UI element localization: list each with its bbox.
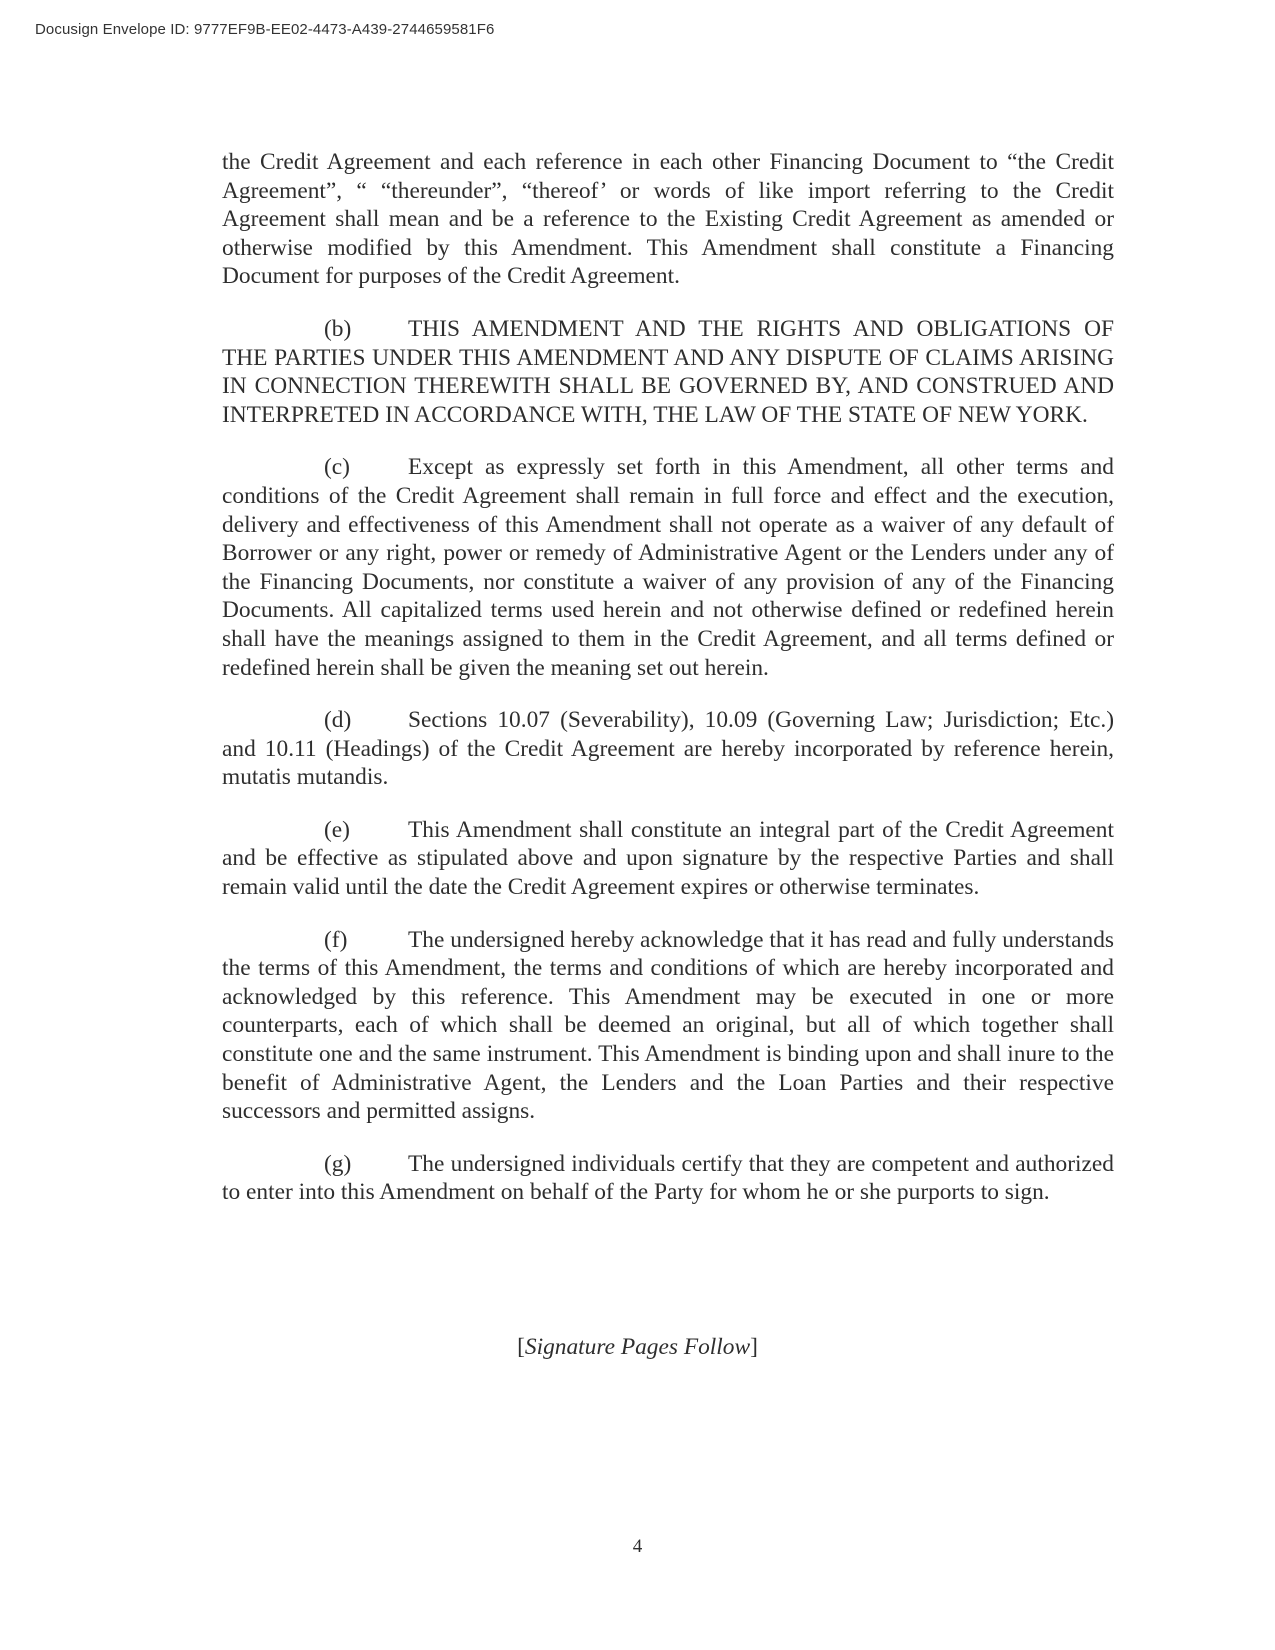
paragraph-label: (e)	[324, 816, 350, 843]
paragraph-e	[222, 816, 1114, 902]
paragraph-label: (d)	[324, 707, 352, 734]
paragraph-continued	[222, 148, 1114, 291]
paragraph-text: the Credit Agreement and each reference in each other Financing Document to “the Credit Agreement”, “ “thereunder”, “thereof’ or words of like import referring to the Credit Agreement shall mean and be a reference to the Existing Credit Agreement as amended or otherwise modified by this Amendment. This Amendment shall constitute a Financing Document for purposes of the Credit Agreement.	[222, 149, 1114, 290]
close-bracket: ]	[750, 1334, 758, 1360]
paragraph-text: This Amendment shall constitute an integral part of the Credit Agreement and be effective as stipulated above and upon signature by the respective Parties and shall remain valid until the date the Credit Agreement expires or otherwise terminates.	[222, 816, 1114, 901]
paragraph-f	[222, 926, 1114, 1126]
docusign-envelope-id: Docusign Envelope ID: 9777EF9B-EE02-4473-A439-2744659581F6	[35, 21, 495, 38]
paragraph-text: Except as expressly set forth in this Amendment, all other terms and conditions of the Credit Agreement shall remain in full force and effect and the execution, delivery and effectiveness of this Amendment shall not operate as a waiver of any default of Borrower or any right, power or remedy of Administrative Agent or the Lenders under any of the Financing Documents, nor constitute a waiver of any provision of any of the Financing Documents. All capitalized terms used herein and not otherwise defined or redefined herein shall have the meanings assigned to them in the Credit Agreement, and all terms defined or redefined herein shall be given the meaning set out herein.	[222, 454, 1114, 681]
document-body	[222, 148, 1114, 1231]
paragraph-label: (g)	[324, 1150, 352, 1177]
paragraph-text: The undersigned hereby acknowledge that it has read and fully understands the terms of this Amendment, the terms and conditions of which are hereby incorporated and acknowledged by this reference. This Amendment may be executed in one or more counterparts, each of which shall be deemed an original, but all of which together shall constitute one and the same instrument. This Amendment is binding upon and shall inure to the benefit of Administrative Agent, the Lenders and the Loan Parties and their respective successors and permitted assigns.	[222, 926, 1114, 1125]
signature-pages-follow-note	[0, 1334, 1275, 1361]
paragraph-text: The undersigned individuals certify that they are competent and authorized to enter into this Amendment on behalf of the Party for whom he or she purports to sign.	[222, 1150, 1114, 1206]
paragraph-text: Sections 10.07 (Severability), 10.09 (Governing Law; Jurisdiction; Etc.) and 10.11 (Headings) of the Credit Agreement are hereby incorporated by reference herein, mutatis mutandis.	[222, 707, 1114, 791]
paragraph-b	[222, 315, 1114, 429]
open-bracket: [	[517, 1334, 525, 1360]
paragraph-label: (c)	[324, 454, 350, 481]
paragraph-g	[222, 1150, 1114, 1207]
paragraph-c	[222, 453, 1114, 682]
page-number: 4	[632, 1536, 643, 1557]
paragraph-text: THIS AMENDMENT AND THE RIGHTS AND OBLIGATIONS OF THE PARTIES UNDER THIS AMENDMENT AND ANY DISPUTE OF CLAIMS ARISING IN CONNECTION THEREWITH SHALL BE GOVERNED BY, AND CONSTRUED AND INTERPRETED IN ACCORDANCE WITH, THE LAW OF THE STATE OF NEW YORK.	[222, 315, 1114, 428]
paragraph-d	[222, 706, 1114, 792]
paragraph-label: (f)	[324, 926, 348, 953]
signature-note-text: Signature Pages Follow	[524, 1334, 751, 1360]
paragraph-label: (b)	[324, 315, 352, 342]
